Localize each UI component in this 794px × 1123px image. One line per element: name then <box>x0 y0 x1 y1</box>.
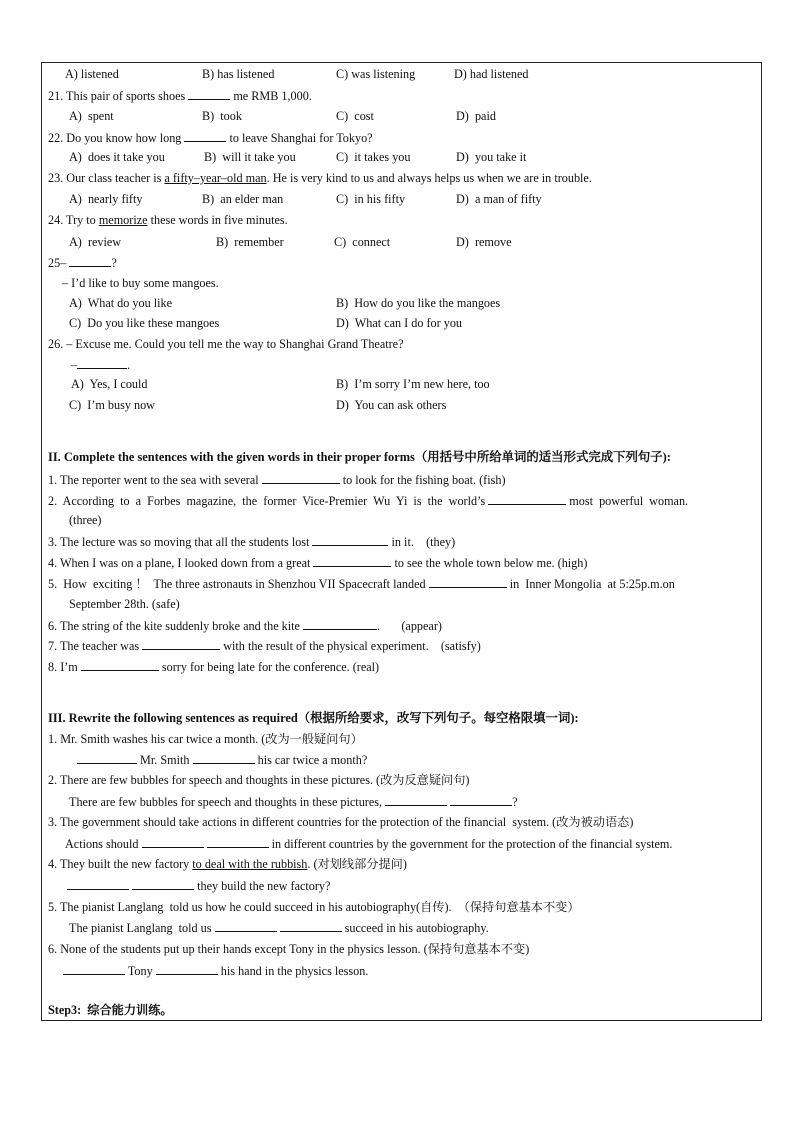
s3-item-1-answer: Mr. Smith his car twice a month? <box>77 752 367 768</box>
q26-option-a: A) Yes, I could <box>71 377 148 391</box>
q20-option-d: D) had listened <box>454 67 529 81</box>
s3-item-2-answer: There are few bubbles for speech and thoughts in these pictures, ? <box>69 795 518 809</box>
q23-option-c: C) in his fifty <box>336 192 406 206</box>
s3-item-3-answer: Actions should in different countries by the government for the protection of the financial system. <box>65 837 673 851</box>
s3-item-6-answer: Tony his hand in the physics lesson. <box>63 963 368 979</box>
q21-option-c: C) cost <box>336 109 374 123</box>
q21-option-d: D) paid <box>456 109 496 123</box>
s3-item-4-answer: they build the new factory? <box>67 878 330 894</box>
section2-heading: II. Complete the sentences with the given words in their proper forms（用括号中所给单词的适当形式完成下列句子): <box>48 450 671 464</box>
q25-option-d: D) What can I do for you <box>336 316 463 330</box>
s3-item-2: 2. There are few bubbles for speech and thoughts in these pictures. (改为反意疑问句) <box>48 773 470 787</box>
s2-sentence-4: 4. When I was on a plane, I looked down from a great to see the whole town below me. (high) <box>48 556 588 570</box>
q23-stem: 23. Our class teacher is a fifty–year–old man. He is very kind to us and always helps us when we are in trouble. <box>48 171 592 185</box>
q25-option-b: B) How do you like the mangoes <box>336 296 501 310</box>
s2-sentence-1: 1. The reporter went to the sea with several to look for the fishing boat. (fish) <box>48 473 506 487</box>
q20-option-b: B) has listened <box>202 67 275 81</box>
s2-sentence-2: 2. According to a Forbes magazine, the former Vice-Premier Wu Yi is the world’s most powerful woman. <box>48 494 689 508</box>
q26-option-c: C) I’m busy now <box>69 398 155 412</box>
q25-option-a: A) What do you like <box>69 296 173 310</box>
s2-sentence-5: 5. How exciting ！ The three astronauts in Shenzhou VII Spacecraft landed in Inner Mongolia at 5:25p.m.on <box>48 577 675 591</box>
s3-item-4: 4. They built the new factory to deal with the rubbish. (对划线部分提问) <box>48 857 407 871</box>
q26-option-d: D) You can ask others <box>336 398 447 412</box>
section3-heading: III. Rewrite the following sentences as required（根据所给要求，改写下列句子。每空格限填一词): <box>48 711 579 725</box>
step3-heading: Step3: 综合能力训练。 <box>48 1003 173 1017</box>
q20-option-c: C) was listening <box>336 67 416 81</box>
q21-option-a: A) spent <box>69 109 114 123</box>
s3-item-3: 3. The government should take actions in different countries for the protection of the financial system. (改为被动语态) <box>48 815 634 829</box>
q20-option-a: A) listened <box>65 67 119 81</box>
q25-option-c: C) Do you like these mangoes <box>69 316 220 330</box>
q24-option-c: C) connect <box>334 235 391 249</box>
q23-option-d: D) a man of fifty <box>456 192 542 206</box>
q26-response: – . <box>71 358 131 372</box>
q22-stem: 22. Do you know how long to leave Shanghai for Tokyo? <box>48 131 373 145</box>
q23-option-b: B) an elder man <box>202 192 284 206</box>
q26-stem: 26. – Excuse me. Could you tell me the way to Shanghai Grand Theatre? <box>48 337 404 351</box>
q26-option-b: B) I’m sorry I’m new here, too <box>336 377 490 391</box>
s2-sentence-5-cont: September 28th. (safe) <box>69 597 180 611</box>
q25-response: – I’d like to buy some mangoes. <box>62 276 219 290</box>
q22-option-b: B) will it take you <box>204 150 296 164</box>
q24-option-b: B) remember <box>216 235 284 249</box>
q23-option-a: A) nearly fifty <box>69 192 143 206</box>
q24-option-a: A) review <box>69 235 122 249</box>
s2-sentence-2-cont: (three) <box>69 513 102 527</box>
q22-option-a: A) does it take you <box>69 150 165 164</box>
s3-item-1: 1. Mr. Smith washes his car twice a month. (改为一般疑问句） <box>48 732 363 746</box>
s2-sentence-8: 8. I’m sorry for being late for the conference. (real) <box>48 660 380 674</box>
q24-option-d: D) remove <box>456 235 512 249</box>
s3-item-5-answer: The pianist Langlang told us succeed in his autobiography. <box>69 921 489 935</box>
s3-item-6: 6. None of the students put up their hands except Tony in the physics lesson. (保持句意基本不变) <box>48 942 530 956</box>
s3-item-5: 5. The pianist Langlang told us how he could succeed in his autobiography(自传). （保持句意基本不变） <box>48 900 580 914</box>
q24-stem: 24. Try to memorize these words in five minutes. <box>48 213 288 227</box>
q25-stem: 25– ? <box>48 256 117 270</box>
s2-sentence-3: 3. The lecture was so moving that all the students lost in it. (they) <box>48 535 456 549</box>
s2-sentence-6: 6. The string of the kite suddenly broke and the kite . (appear) <box>48 619 442 633</box>
q21-stem: 21. This pair of sports shoes me RMB 1,000. <box>48 89 312 103</box>
q22-option-d: D) you take it <box>456 150 527 164</box>
q21-option-b: B) took <box>202 109 242 123</box>
q22-option-c: C) it takes you <box>336 150 411 164</box>
s2-sentence-7: 7. The teacher was with the result of the physical experiment. (satisfy) <box>48 639 481 653</box>
